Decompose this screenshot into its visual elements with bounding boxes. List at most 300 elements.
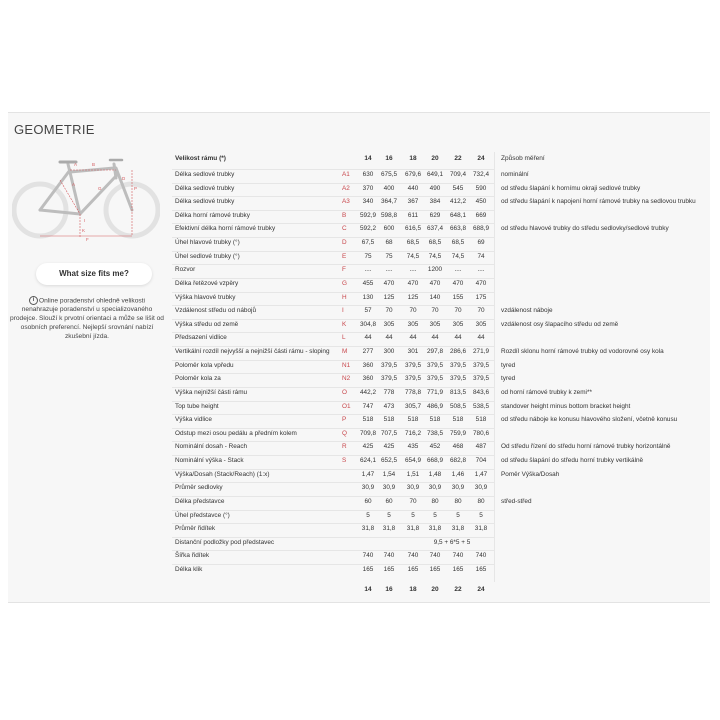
row-label: Rozvor	[175, 266, 196, 274]
row-code: N2	[342, 375, 351, 383]
row-value: 67,5	[361, 239, 375, 247]
row-value: 165	[362, 565, 374, 573]
row-value: 68,5	[406, 239, 420, 247]
size-advice-text: Online poradenství ohledně velikosti nenahrazuje poradenství u specializovaného prodejce. Slouží k prvotní orientaci a může se lišit od osobních preferencí. Nejlepší srovnání nabízí zkušební jízda.	[10, 297, 164, 341]
row-value: ....	[454, 266, 462, 274]
row-divider	[172, 264, 494, 265]
row-value: 1,47	[474, 470, 488, 478]
row-code: G	[342, 279, 347, 287]
row-label: Výška vidlice	[175, 416, 212, 424]
row-value: 305	[429, 320, 441, 328]
row-label: Výška hlavové trubky	[175, 293, 236, 301]
row-label: Délka řetězové vzpěry	[175, 279, 239, 287]
row-label: Poloměr kola za	[175, 375, 221, 383]
row-value: 300	[383, 348, 395, 356]
row-label: Délka sedlové trubky	[175, 198, 235, 206]
row-value: 80	[431, 497, 439, 505]
row-label: Top tube height	[175, 402, 219, 410]
row-code: D	[342, 239, 347, 247]
row-value: 538,5	[473, 402, 489, 410]
row-value: 70	[431, 307, 439, 315]
row-value: 652,5	[381, 457, 397, 465]
row-label: Efektivní délka horní rámové trubky	[175, 225, 276, 233]
row-value: 740	[362, 552, 374, 560]
row-value: 518	[362, 416, 374, 424]
row-method: Od středu řízení do středu horní rámové trubky horizontálně	[501, 443, 671, 451]
size-col-footer: 14	[364, 586, 372, 593]
row-code: F	[342, 266, 346, 274]
row-value: 600	[383, 225, 395, 233]
row-value: 704	[475, 457, 487, 465]
row-value: 740	[429, 552, 441, 560]
row-divider	[172, 441, 494, 442]
row-value: 452	[429, 443, 441, 451]
row-value: 68	[385, 239, 393, 247]
row-value: 425	[362, 443, 374, 451]
row-value: 1,51	[406, 470, 420, 478]
row-method: vzdálenost osy šlapacího středu od země	[501, 320, 619, 328]
row-value: 74	[477, 252, 485, 260]
size-fit-button[interactable]: What size fits me?	[36, 263, 152, 285]
row-value: 379,5	[450, 375, 466, 383]
row-label: Distanční podložky pod představec	[175, 538, 275, 546]
row-divider	[172, 319, 494, 320]
row-method: střed-střed	[501, 497, 532, 505]
row-value: 379,5	[450, 361, 466, 369]
row-divider	[172, 401, 494, 402]
row-value: 740	[383, 552, 395, 560]
row-value: 31,8	[382, 525, 396, 533]
row-value: 592,2	[360, 225, 376, 233]
row-divider	[172, 373, 494, 374]
row-value: 379,5	[381, 375, 397, 383]
row-value: 470	[383, 279, 395, 287]
svg-text:D: D	[122, 176, 126, 181]
row-value: 44	[454, 334, 462, 342]
row-label: Odstup mezi osou pedálu a předním kolem	[175, 429, 297, 437]
row-code: O	[342, 388, 347, 396]
row-value: 379,5	[473, 361, 489, 369]
row-value: 301	[407, 348, 419, 356]
row-value: ....	[385, 266, 393, 274]
row-value: 340	[362, 198, 374, 206]
svg-text:A: A	[74, 162, 78, 167]
row-value: 140	[429, 293, 441, 301]
row-value: 624,1	[360, 457, 376, 465]
row-divider	[172, 237, 494, 238]
row-code: O1	[342, 402, 351, 410]
row-value: 545	[452, 184, 464, 192]
row-value: 74,5	[451, 252, 465, 260]
row-value: 30,9	[428, 484, 442, 492]
row-value: 70	[385, 307, 393, 315]
row-value: 1,54	[382, 470, 396, 478]
row-value: 490	[429, 184, 441, 192]
row-value: 379,5	[427, 375, 443, 383]
row-value: 31,8	[474, 525, 488, 533]
row-value: 60	[385, 497, 393, 505]
row-code: I	[342, 307, 344, 315]
row-value: 759,9	[450, 429, 466, 437]
row-value: 70	[454, 307, 462, 315]
row-value: 297,8	[427, 348, 443, 356]
size-col-header: 16	[385, 155, 393, 162]
row-method: od středu šlapání k napojení horní rámové trubky na sedlovou trubku	[501, 198, 696, 206]
row-divider	[172, 523, 494, 524]
row-divider	[172, 550, 494, 551]
row-value: 740	[407, 552, 419, 560]
row-code: L	[342, 334, 346, 342]
row-value: 412,2	[450, 198, 466, 206]
row-code: Q	[342, 429, 347, 437]
row-method: od horní rámové trubky k zemi**	[501, 388, 592, 396]
row-value: 682,8	[450, 457, 466, 465]
row-method: od středu náboje ke konusu hlavového složení, včetně konusu	[501, 416, 678, 424]
row-value: 707,5	[381, 429, 397, 437]
row-value: 778,8	[405, 388, 421, 396]
row-value: 165	[429, 565, 441, 573]
row-value: 31,8	[406, 525, 420, 533]
row-value: 778	[383, 388, 395, 396]
row-label: Nominální dosah - Reach	[175, 443, 248, 451]
row-value: 669	[475, 211, 487, 219]
row-code: R	[342, 443, 347, 451]
row-label: Úhel sedlové trubky (°)	[175, 252, 240, 260]
row-value: 44	[431, 334, 439, 342]
row-code: M	[342, 348, 348, 356]
row-value: 654,9	[405, 457, 421, 465]
row-value: 508,5	[450, 402, 466, 410]
row-code: H	[342, 293, 347, 301]
row-value: 69	[477, 239, 485, 247]
row-value: 598,8	[381, 211, 397, 219]
row-value: 305	[383, 320, 395, 328]
svg-text:F: F	[86, 237, 89, 242]
row-value: ....	[409, 266, 417, 274]
row-divider	[172, 428, 494, 429]
row-value: 379,5	[405, 375, 421, 383]
row-value: 384	[429, 198, 441, 206]
row-value: 5	[411, 511, 415, 519]
info-icon: i	[29, 296, 38, 305]
row-value: 5	[479, 511, 483, 519]
row-value: 165	[383, 565, 395, 573]
row-code: A3	[342, 198, 350, 206]
size-col-footer: 16	[385, 586, 393, 593]
row-label: Nominální výška - Stack	[175, 457, 244, 465]
row-value: 31,8	[451, 525, 465, 533]
size-col-header: 18	[409, 155, 417, 162]
row-value: 5	[433, 511, 437, 519]
row-value: 5	[387, 511, 391, 519]
size-col-header: 20	[431, 155, 439, 162]
row-code: P	[342, 416, 347, 424]
row-value: 44	[364, 334, 372, 342]
row-value: 487	[475, 443, 487, 451]
row-value: 740	[475, 552, 487, 560]
row-value: 709,8	[360, 429, 376, 437]
row-divider	[172, 332, 494, 333]
row-label: Úhel představce (°)	[175, 511, 230, 519]
row-value: 379,5	[381, 361, 397, 369]
row-value: 30,9	[406, 484, 420, 492]
row-value: 74,5	[428, 252, 442, 260]
svg-text:I: I	[84, 218, 86, 223]
row-value: 716,2	[405, 429, 421, 437]
row-value: 843,6	[473, 388, 489, 396]
row-value: 80	[477, 497, 485, 505]
row-value: 616,5	[405, 225, 421, 233]
row-code: B	[342, 211, 347, 219]
row-value: 80	[454, 497, 462, 505]
row-value: 165	[452, 565, 464, 573]
row-divider	[172, 278, 494, 279]
row-value: 75	[364, 252, 372, 260]
row-value: 468	[452, 443, 464, 451]
row-value: 518	[383, 416, 395, 424]
row-label: Průměr řidítek	[175, 525, 216, 533]
row-value: 592,9	[360, 211, 376, 219]
row-value: 68,5	[451, 239, 465, 247]
row-code: E	[342, 252, 347, 260]
row-value: 518	[475, 416, 487, 424]
row-divider	[172, 510, 494, 511]
table-row	[0, 566, 720, 580]
row-value: 473	[383, 402, 395, 410]
row-divider	[172, 414, 494, 415]
row-label: Úhel hlavové trubky (°)	[175, 239, 240, 247]
row-divider	[172, 223, 494, 224]
row-value: 590	[475, 184, 487, 192]
row-code: N1	[342, 361, 351, 369]
row-value: 30,9	[361, 484, 375, 492]
row-code: A1	[342, 171, 350, 178]
row-method: vzdálenost náboje	[501, 307, 553, 315]
row-method: od středu hlavové trubky do středu sedlovky/sedlové trubky	[501, 225, 669, 233]
svg-text:A: A	[72, 182, 76, 187]
row-value: 637,4	[427, 225, 443, 233]
row-value: 518	[429, 416, 441, 424]
row-value-span: 9,5 + 6*5 + 5	[433, 538, 471, 546]
row-divider	[172, 251, 494, 252]
row-value: 455	[362, 279, 374, 287]
row-divider	[172, 360, 494, 361]
row-value: 74,5	[406, 252, 420, 260]
page-title: GEOMETRIE	[14, 122, 95, 137]
row-divider	[172, 537, 494, 538]
row-value: 709,4	[450, 171, 466, 178]
row-value: 780,6	[473, 429, 489, 437]
row-method: Poměr Výška/Dosah	[501, 470, 560, 478]
row-value: 470	[452, 279, 464, 287]
row-value: 442,2	[360, 388, 376, 396]
row-divider	[172, 196, 494, 197]
row-value: 740	[452, 552, 464, 560]
row-label: Délka sedlové trubky	[175, 184, 235, 192]
row-value: 57	[364, 307, 372, 315]
row-value: 70	[409, 307, 417, 315]
row-method: tyred	[501, 375, 516, 383]
row-value: 379,5	[473, 375, 489, 383]
row-divider	[172, 292, 494, 293]
row-value: 738,5	[427, 429, 443, 437]
row-label: Délka představce	[175, 497, 225, 505]
row-value: 277	[362, 348, 374, 356]
row-label: Délka klik	[175, 565, 203, 573]
row-value: 364,7	[381, 198, 397, 206]
row-value: 360	[362, 361, 374, 369]
row-label: Výška/Dosah (Stack/Reach) (1:x)	[175, 470, 270, 478]
row-value: 648,1	[450, 211, 466, 219]
row-divider	[172, 469, 494, 470]
row-value: 60	[364, 497, 372, 505]
row-value: 518	[407, 416, 419, 424]
size-col-footer: 20	[431, 586, 439, 593]
row-divider	[172, 346, 494, 347]
svg-text:G: G	[98, 186, 102, 191]
row-value: 304,8	[360, 320, 376, 328]
row-divider	[172, 455, 494, 456]
row-method: od středu šlapání do středu horní trubky vertikálně	[501, 457, 644, 465]
size-col-footer: 22	[454, 586, 462, 593]
row-value: 125	[383, 293, 395, 301]
row-value: 305	[407, 320, 419, 328]
row-value: 518	[452, 416, 464, 424]
row-value: 305	[475, 320, 487, 328]
row-value: 630	[362, 171, 374, 178]
row-divider	[172, 183, 494, 184]
row-code: K	[342, 320, 347, 328]
row-value: 379,5	[427, 361, 443, 369]
row-value: 70	[409, 497, 417, 505]
row-value: 1,48	[428, 470, 442, 478]
row-value: 1,46	[451, 470, 465, 478]
row-divider	[172, 210, 494, 211]
row-value: 732,4	[473, 171, 489, 178]
row-value: 30,9	[451, 484, 465, 492]
row-label: Výška středu od země	[175, 320, 239, 328]
row-value: 675,5	[381, 171, 397, 178]
svg-text:B: B	[92, 162, 96, 167]
row-method: standover height minus bottom bracket height	[501, 402, 631, 410]
row-value: 649,1	[427, 171, 443, 178]
row-value: 165	[475, 565, 487, 573]
row-method: Rozdíl sklonu horní rámové trubky od vodorovné osy kola	[501, 348, 664, 356]
row-value: 360	[362, 375, 374, 383]
row-value: 175	[475, 293, 487, 301]
size-col-header: 24	[477, 155, 485, 162]
row-value: 470	[429, 279, 441, 287]
row-value: 450	[475, 198, 487, 206]
row-value: 771,9	[427, 388, 443, 396]
row-label: Vzdálenost středu od nábojů	[175, 307, 257, 315]
row-label: Délka sedlové trubky	[175, 171, 235, 178]
row-value: 44	[385, 334, 393, 342]
row-value: 286,6	[450, 348, 466, 356]
row-value: 813,5	[450, 388, 466, 396]
row-value: 130	[362, 293, 374, 301]
row-divider	[172, 169, 494, 170]
row-method: od středu šlapání k hornímu okraji sedlové trubky	[501, 184, 641, 192]
table-footer	[0, 586, 720, 598]
row-value: 44	[409, 334, 417, 342]
row-value: 470	[475, 279, 487, 287]
row-label: Předsazení vidlice	[175, 334, 227, 342]
row-value: 379,5	[405, 361, 421, 369]
row-code: S	[342, 457, 347, 465]
row-value: ....	[364, 266, 372, 274]
method-header: Způsob měření	[501, 155, 545, 162]
row-divider	[172, 564, 494, 565]
row-value: 1200	[427, 266, 443, 274]
row-value: 31,8	[361, 525, 375, 533]
svg-text:P: P	[134, 186, 138, 191]
row-value: 44	[477, 334, 485, 342]
row-code: C	[342, 225, 347, 233]
row-value: 470	[407, 279, 419, 287]
row-value: 70	[477, 307, 485, 315]
row-value: 668,9	[427, 457, 443, 465]
row-value: 747	[362, 402, 374, 410]
row-value: 31,8	[428, 525, 442, 533]
row-value: 165	[407, 565, 419, 573]
size-col-footer: 24	[477, 586, 485, 593]
row-value: 629	[429, 211, 441, 219]
row-label: Šířka řidítek	[175, 552, 210, 560]
row-value: 68,5	[428, 239, 442, 247]
row-value: 400	[383, 184, 395, 192]
row-value: 271,9	[473, 348, 489, 356]
row-label: Vertikální rozdíl nejvyšší a nejnižší části rámu - sloping	[175, 348, 330, 356]
size-col-footer: 18	[409, 586, 417, 593]
row-value: 5	[366, 511, 370, 519]
row-label: Výška nejnižší části rámu	[175, 388, 248, 396]
size-col-header: 14	[364, 155, 372, 162]
row-label: Délka horní rámové trubky	[175, 211, 250, 219]
row-divider	[172, 387, 494, 388]
row-value: 435	[407, 443, 419, 451]
row-value: 663,8	[450, 225, 466, 233]
row-value: 611	[407, 211, 419, 219]
row-value: ....	[477, 266, 485, 274]
row-code: A2	[342, 184, 350, 192]
row-method: tyred	[501, 361, 516, 369]
row-value: 155	[452, 293, 464, 301]
svg-text:K: K	[82, 228, 86, 233]
row-value: 370	[362, 184, 374, 192]
row-value: 305,7	[405, 402, 421, 410]
row-value: 125	[407, 293, 419, 301]
row-value: 5	[456, 511, 460, 519]
row-divider	[172, 496, 494, 497]
row-value: 1,47	[361, 470, 375, 478]
row-value: 679,6	[405, 171, 421, 178]
row-value: 367	[407, 198, 419, 206]
table-header	[0, 155, 720, 167]
size-col-header: 22	[454, 155, 462, 162]
row-value: 486,9	[427, 402, 443, 410]
row-value: 75	[385, 252, 393, 260]
row-value: 30,9	[382, 484, 396, 492]
row-value: 425	[383, 443, 395, 451]
row-value: 305	[452, 320, 464, 328]
row-value: 688,9	[473, 225, 489, 233]
row-value: 30,9	[474, 484, 488, 492]
row-label: Poloměr kola vpředu	[175, 361, 234, 369]
row-method: nominální	[501, 171, 529, 178]
row-label: Průměr sedlovky	[175, 484, 223, 492]
row-value: 440	[407, 184, 419, 192]
